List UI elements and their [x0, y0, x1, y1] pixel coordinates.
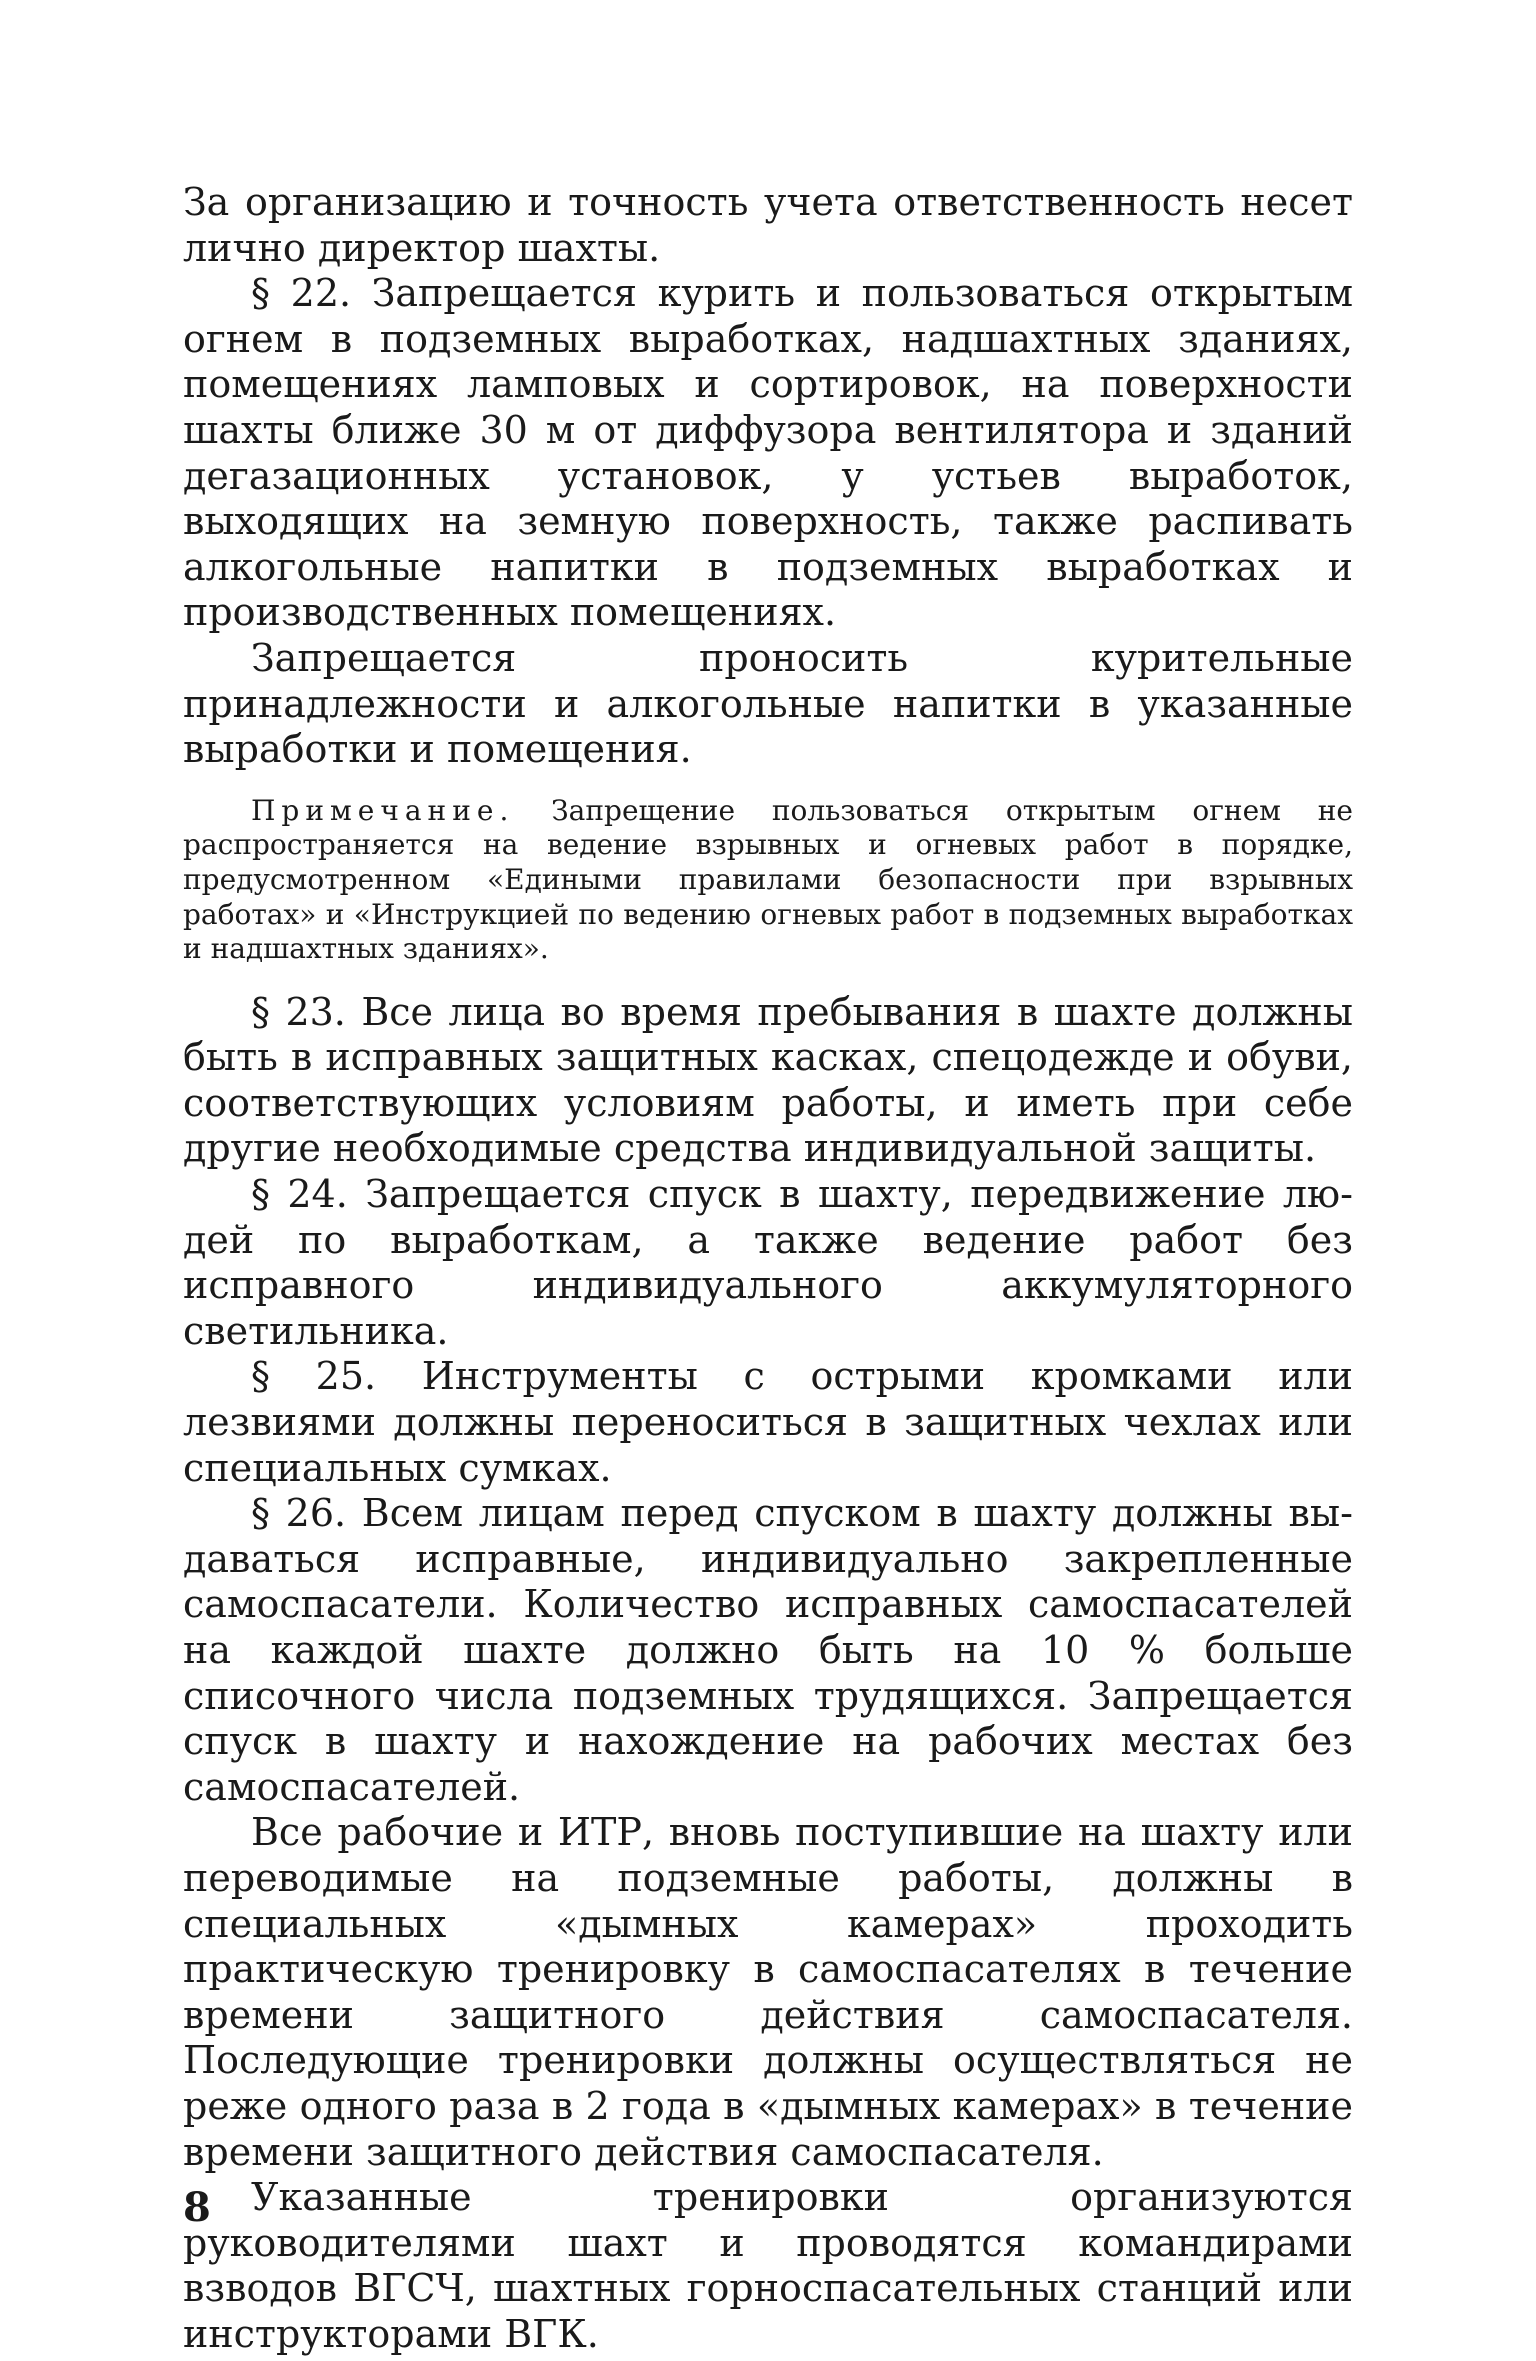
text-column — [183, 180, 1353, 2358]
paragraph-section-25: § 25. Инструменты с острыми кромками или лезвиями должны переноситься в защитных чехлах или специальных сумках. — [183, 1354, 1353, 1490]
page-number: 8 — [183, 2184, 211, 2231]
paragraph-prohibition: Запрещается проносить курительные принадлежности и алкогольные напитки в указанные выработки и помещения. — [183, 635, 1353, 772]
note-label: Примечание. — [251, 793, 515, 827]
note — [183, 794, 1353, 967]
paragraph-training: Все рабочие и ИТР, вновь поступившие на шахту или переводимые на подземные работы, должны в специальных «дымных камерах» проходить практическую тренировку в самоспасателях в течение времени защитного действия самоспасателя. Последующие тренировки должны осуществляться не реже одного раза в 2 года в «дымных камерах» в течение времени защитного действия самоспасателя. — [183, 1810, 1353, 2174]
note-text: Запрещение пользоваться открытым огнем не распространяется на ведение взрывных и огневых работ в порядке, предусмотренном «Едиными правилами безопасности при взрывных работах» и «Инструкцией по ведению огневых работ в подземных выработках и надшахтных зданиях». — [183, 793, 1353, 966]
paragraph-responsibility: За организацию и точность учета ответственность несет лично директор шахты. — [183, 180, 1353, 270]
paragraph-section-23: § 23. Все лица во время пребывания в шахте должны быть в исправных защитных касках, спецодежде и обуви, соответствующих условиям работы, и иметь при себе другие необходимые средства индивидуальной защиты. — [183, 989, 1353, 1171]
paragraph-section-24: § 24. Запрещается спуск в шахту, передвижение людей по выработкам, а также ведение работ без исправного индивидуального аккумуляторного светильника. — [183, 1172, 1353, 1353]
paragraph-training-organization: Указанные тренировки организуются руководителями шахт и проводятся командирами взводов ВГСЧ, шахтных горноспасательных станций или инструкторами ВГК. — [183, 2175, 1353, 2356]
paragraph-section-26: § 26. Всем лицам перед спуском в шахту должны выдаваться исправные, индивидуально закрепленные самоспасатели. Количество исправных самоспасателей на каждой шахте должно быть на 10 % больше списочного числа подземных трудящихся. Запрещается спуск в шахту и нахождение на рабочих местах без самоспасателей. — [183, 1491, 1353, 1809]
paragraph-section-22: § 22. Запрещается курить и пользоваться открытым огнем в подземных выработках, надшахтных зданиях, помещениях ламповых и сортировок, на поверхности шахты ближе 30 м от диффузора вентилятора и зданий дегазационных установок, у устьев выработок, выходящих на земную поверхность, также распивать алкогольные напитки в подземных выработках и производственных помещениях. — [183, 271, 1353, 635]
